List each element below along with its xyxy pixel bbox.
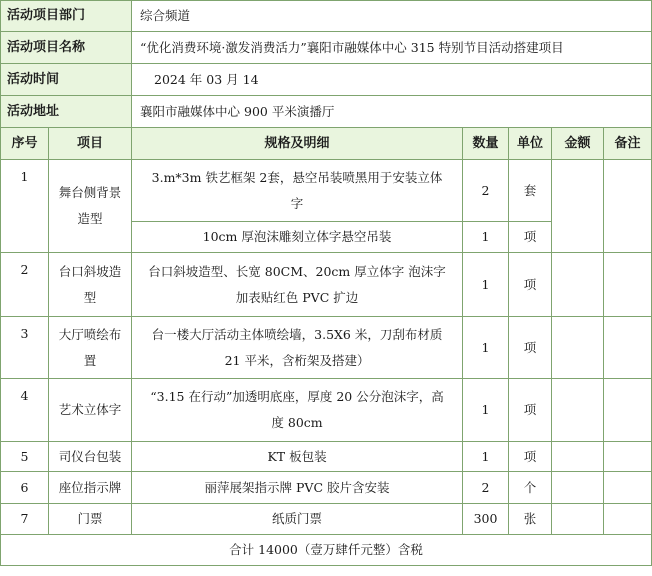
row-seq: 1 xyxy=(1,160,49,253)
row-spec: “3.15 在行动”加透明底座，厚度 20 公分泡沫字，高度 80cm xyxy=(132,379,463,442)
time-value: 2024 年 03 月 14 xyxy=(132,64,652,96)
row-item: 艺术立体字 xyxy=(49,379,132,442)
row-amount xyxy=(552,160,604,253)
place-label: 活动地址 xyxy=(1,96,132,128)
row-note xyxy=(604,442,652,472)
table-row xyxy=(1,472,652,504)
row-item: 门票 xyxy=(49,504,132,535)
row-amount xyxy=(552,253,604,317)
name-value: “优化消费环境·激发消费活力”襄阳市融媒体中心 315 特别节目活动搭建项目 xyxy=(132,32,652,64)
row-qty: 1 xyxy=(463,442,509,472)
row-spec: 3.m*3m 铁艺框架 2套，悬空吊装喷黑用于安装立体字 xyxy=(132,160,463,222)
row-qty: 2 xyxy=(463,472,509,504)
place-value: 襄阳市融媒体中心 900 平米演播厅 xyxy=(132,96,652,128)
row-amount xyxy=(552,504,604,535)
row-spec: 丽萍展架指示牌 PVC 胶片含安装 xyxy=(132,472,463,504)
table-row xyxy=(1,160,652,222)
row-seq: 6 xyxy=(1,472,49,504)
row-note xyxy=(604,504,652,535)
row-item: 大厅喷绘布置 xyxy=(49,317,132,379)
row-unit: 项 xyxy=(509,222,552,253)
row-unit: 项 xyxy=(509,442,552,472)
row-spec: 10cm 厚泡沫雕刻立体字悬空吊装 xyxy=(132,222,463,253)
row-seq: 4 xyxy=(1,379,49,442)
row-unit: 套 xyxy=(509,160,552,222)
row-unit: 项 xyxy=(509,317,552,379)
row-unit: 项 xyxy=(509,253,552,317)
row-note xyxy=(604,472,652,504)
row-unit: 张 xyxy=(509,504,552,535)
row-note xyxy=(604,379,652,442)
row-amount xyxy=(552,379,604,442)
header-row xyxy=(1,128,652,160)
time-label: 活动时间 xyxy=(1,64,132,96)
row-qty: 2 xyxy=(463,160,509,222)
row-seq: 3 xyxy=(1,317,49,379)
row-seq: 7 xyxy=(1,504,49,535)
total-row xyxy=(1,535,652,566)
row-amount xyxy=(552,472,604,504)
row-unit: 个 xyxy=(509,472,552,504)
header-unit: 单位 xyxy=(509,128,552,160)
row-seq: 2 xyxy=(1,253,49,317)
table-row xyxy=(1,253,652,317)
header-spec: 规格及明细 xyxy=(132,128,463,160)
row-note xyxy=(604,253,652,317)
row-item: 台口斜坡造型 xyxy=(49,253,132,317)
header-seq: 序号 xyxy=(1,128,49,160)
row-spec: 台一楼大厅活动主体喷绘墙，3.5X6 米，刀刮布材质 21 平米，含桁架及搭建） xyxy=(132,317,463,379)
dept-label: 活动项目部门 xyxy=(1,1,132,32)
name-label: 活动项目名称 xyxy=(1,32,132,64)
row-item: 司仪台包装 xyxy=(49,442,132,472)
dept-value: 综合频道 xyxy=(132,1,652,32)
row-amount xyxy=(552,317,604,379)
table-row xyxy=(1,379,652,442)
row-qty: 1 xyxy=(463,253,509,317)
name-row xyxy=(1,32,652,64)
row-item: 座位指示牌 xyxy=(49,472,132,504)
row-qty: 1 xyxy=(463,379,509,442)
header-amount: 金额 xyxy=(552,128,604,160)
place-row xyxy=(1,96,652,128)
total-text: 合计 14000（壹万肆仟元整）含税 xyxy=(1,535,652,566)
row-note xyxy=(604,160,652,253)
row-item: 舞台侧背景造型 xyxy=(49,160,132,253)
row-qty: 300 xyxy=(463,504,509,535)
time-row xyxy=(1,64,652,96)
row-spec: 台口斜坡造型、长宽 80CM、20cm 厚立体字 泡沫字加表贴红色 PVC 扩边 xyxy=(132,253,463,317)
header-qty: 数量 xyxy=(463,128,509,160)
dept-row xyxy=(1,1,652,32)
row-seq: 5 xyxy=(1,442,49,472)
row-note xyxy=(604,317,652,379)
row-unit: 项 xyxy=(509,379,552,442)
table-row xyxy=(1,317,652,379)
row-spec: 纸质门票 xyxy=(132,504,463,535)
row-amount xyxy=(552,442,604,472)
header-note: 备注 xyxy=(604,128,652,160)
table-row xyxy=(1,504,652,535)
table-row xyxy=(1,442,652,472)
row-spec: KT 板包装 xyxy=(132,442,463,472)
row-qty: 1 xyxy=(463,222,509,253)
header-item: 项目 xyxy=(49,128,132,160)
row-qty: 1 xyxy=(463,317,509,379)
